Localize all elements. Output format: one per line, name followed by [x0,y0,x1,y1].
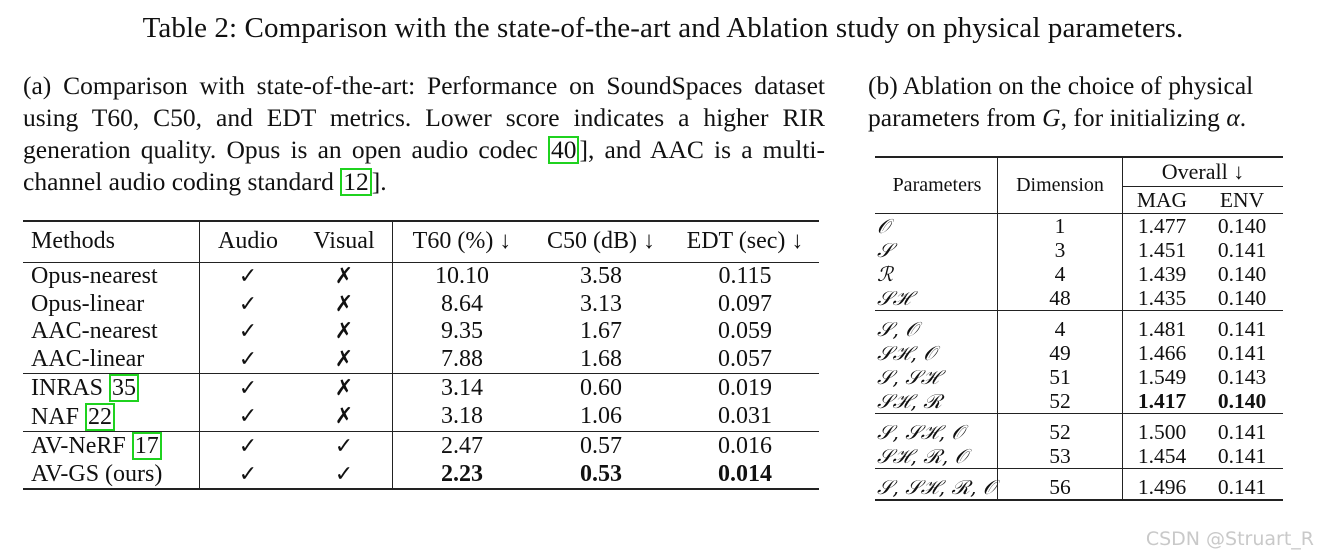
c50-value: 0.53 [580,460,622,487]
table-title: Table 2: Comparison with the state-of-the-art and Ablation study on physical parameters. [142,12,1184,44]
mag-value: 1.496 [1137,475,1187,499]
caption-a-text-1: (a) Comparison with state-of-the-art: Performance on SoundSpaces dataset using T60, C50, and EDT metrics. Lower score indicates a higher RIR generation quality. Opus is an open audio codec [23,71,825,164]
table-row [23,461,819,490]
parameter-set: 𝒮, 𝒮ℋ, ℛ, 𝒪 [875,469,998,501]
table-row [875,238,1283,262]
method-cell [23,403,200,432]
ablation-group-pairs [875,311,1283,414]
table-row [875,214,1283,239]
citation-link-17[interactable]: 17 [132,432,162,460]
table-row [875,389,1283,414]
table-row [23,263,819,291]
mag-value: 1.481 [1137,317,1187,341]
method-cell [23,263,200,291]
table-row [23,374,819,403]
visual-mark: ✗ [296,346,393,374]
parameter-set: 𝒮ℋ, ℛ [875,389,998,414]
parameter-set: ℛ [875,262,998,286]
method-cell [23,374,200,403]
citation-link-12[interactable]: 12 [340,168,372,196]
edt-value: 0.019 [718,374,772,401]
dimension-value: 53 [998,444,1123,469]
visual-mark: ✓ [296,461,393,490]
ablation-group-triples [875,414,1283,469]
env-value: 0.143 [1217,365,1267,389]
dimension-value: 52 [998,414,1123,445]
env-value: 0.140 [1217,262,1267,286]
dimension-value: 48 [998,286,1123,311]
visual-mark: ✗ [296,291,393,319]
visual-mark: ✗ [296,318,393,346]
table-row [875,286,1283,311]
dimension-value: 56 [998,469,1123,501]
t60-value: 9.35 [441,318,483,344]
header-overall: Overall ↓ [1123,157,1284,187]
t60-value: 2.23 [441,460,483,487]
mag-value: 1.454 [1137,444,1187,468]
env-value: 0.141 [1217,420,1267,444]
caption-a-text-3: ]. [371,167,387,196]
parameter-set: 𝒮, 𝒮ℋ, 𝒪 [875,414,998,445]
c50-value: 1.68 [580,345,622,372]
env-value: 0.140 [1217,214,1267,238]
caption-b-symbol-alpha: α [1226,103,1240,132]
caption-b-line-1: (b) Ablation on the choice of physical [868,71,1254,100]
citation-link-35[interactable]: 35 [109,374,139,402]
table-row [23,403,819,432]
method-name: AAC-linear [31,345,145,372]
env-value: 0.140 [1217,286,1267,310]
c50-value: 0.60 [580,374,622,401]
t60-value: 8.64 [441,290,483,317]
method-cell [23,432,200,461]
edt-value: 0.097 [718,290,772,317]
method-name: Opus-nearest [31,263,158,289]
table-row [23,318,819,346]
dimension-value: 49 [998,341,1123,365]
audio-mark: ✓ [238,264,258,289]
parameter-set: 𝒮ℋ, 𝒪 [875,341,998,365]
comparison-table [23,220,819,490]
ablation-group-all [875,469,1283,501]
env-value: 0.141 [1217,317,1267,341]
method-name: AV-NeRF [31,433,132,459]
visual-mark: ✗ [296,263,393,291]
dimension-value: 4 [998,311,1123,342]
mag-value: 1.549 [1137,365,1187,389]
citation-link-22[interactable]: 22 [85,403,115,431]
c50-value: 1.06 [580,403,622,429]
table-row [875,414,1283,445]
dimension-value: 1 [998,214,1123,239]
mag-value: 1.466 [1137,341,1187,365]
env-value: 0.140 [1217,389,1267,413]
parameter-set: 𝒮ℋ, ℛ, 𝒪 [875,444,998,469]
edt-value: 0.016 [718,432,772,459]
audio-mark: ✓ [238,319,258,344]
dimension-value: 4 [998,262,1123,286]
visual-mark: ✗ [296,403,393,432]
caption-b-text-mid: , for initializing [1060,103,1227,132]
t60-value: 3.14 [441,374,483,401]
c50-value: 0.57 [580,432,622,459]
citation-link-40[interactable]: 40 [548,136,580,164]
table-row [23,291,819,319]
edt-value: 0.059 [718,318,772,344]
t60-value: 7.88 [441,345,483,372]
edt-value: 0.057 [718,345,772,372]
env-value: 0.141 [1217,341,1267,365]
header-c50: C50 (dB) ↓ [547,227,655,254]
parameter-set: 𝒮, 𝒪 [875,311,998,342]
method-name: NAF [31,403,86,430]
audio-mark: ✓ [238,404,258,429]
env-value: 0.141 [1217,444,1267,468]
method-name: AAC-nearest [31,318,158,344]
mag-value: 1.500 [1137,420,1187,444]
parameter-set: 𝒪 [875,214,998,239]
watermark: CSDN @Struart_R [1145,528,1314,550]
audio-mark: ✓ [238,461,258,487]
env-value: 0.141 [1217,475,1267,499]
table-row [875,444,1283,469]
header-visual: Visual [296,221,393,263]
header-env: ENV [1219,187,1265,212]
mag-value: 1.435 [1137,286,1187,310]
audio-mark: ✓ [238,433,258,459]
dimension-value: 3 [998,238,1123,262]
c50-value: 3.13 [580,290,622,317]
t60-value: 2.47 [441,432,483,459]
parameter-set: 𝒮ℋ [875,286,998,311]
method-name: Opus-linear [31,290,145,317]
env-value: 0.141 [1217,238,1267,262]
ablation-header-row-1 [875,157,1283,187]
mag-value: 1.417 [1137,389,1187,413]
caption-b-symbol-g: G [1042,103,1061,132]
header-edt: EDT (sec) ↓ [686,227,804,254]
method-cell [23,291,200,319]
audio-mark: ✓ [238,375,258,401]
table-row [875,262,1283,286]
header-methods: Methods [23,221,200,263]
caption-b-text: parameters from [868,103,1043,132]
dimension-value: 52 [998,389,1123,414]
t60-value: 3.18 [441,403,483,429]
table-row [875,341,1283,365]
comparison-group-audio-only [23,374,819,432]
method-cell [23,318,200,346]
ablation-table [875,156,1283,501]
comparison-header-row [23,221,819,263]
t60-value: 10.10 [435,263,489,289]
table-row [23,432,819,461]
caption-b-line-2 [868,102,1308,134]
audio-mark: ✓ [238,346,258,372]
edt-value: 0.115 [718,263,772,289]
table-row [875,365,1283,389]
table-row [875,311,1283,342]
method-name: INRAS [31,375,110,401]
method-cell [23,346,200,374]
audio-mark: ✓ [238,291,258,317]
caption-a-text-2: ], and AAC is a multi-channel audio coding standard [23,135,825,196]
edt-value: 0.031 [718,403,772,429]
header-mag: MAG [1136,187,1188,212]
edt-value: 0.014 [718,460,772,487]
caption-b-text-end: . [1239,103,1247,132]
comparison-group-audio-visual [23,432,819,490]
parameter-set: 𝒮, 𝒮ℋ [875,365,998,389]
c50-value: 3.58 [580,263,622,289]
header-t60: T60 (%) ↓ [412,227,512,254]
header-audio: Audio [218,227,278,254]
ablation-group-single [875,214,1283,311]
table-row [23,346,819,374]
method-name: AV-GS (ours) [31,460,163,487]
header-dimension: Dimension [998,157,1123,214]
method-cell [23,461,200,490]
mag-value: 1.477 [1137,214,1187,238]
caption-a [23,70,825,198]
c50-value: 1.67 [580,318,622,344]
mag-value: 1.451 [1137,238,1187,262]
visual-mark: ✗ [296,374,393,403]
table-row [875,469,1283,501]
dimension-value: 51 [998,365,1123,389]
caption-b [868,70,1308,134]
visual-mark: ✓ [296,432,393,461]
header-parameters: Parameters [875,157,998,214]
parameter-set: 𝒮 [875,238,998,262]
mag-value: 1.439 [1137,262,1187,286]
comparison-group-codecs [23,263,819,374]
